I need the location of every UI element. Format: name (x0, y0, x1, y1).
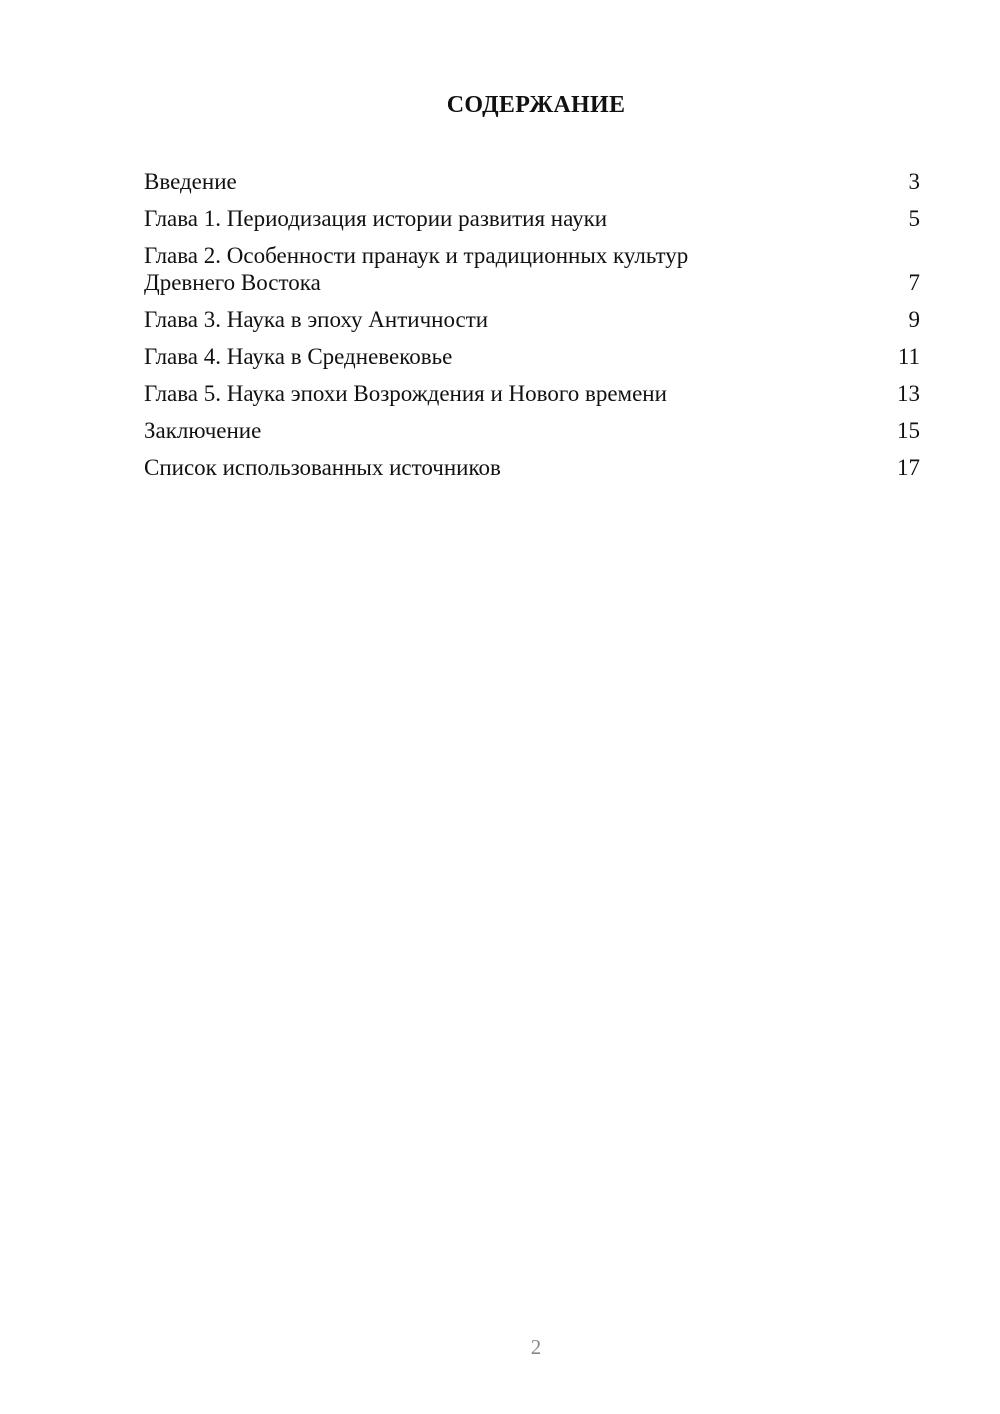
toc-entry-page: 11 (897, 344, 920, 369)
toc-entry-introduction[interactable] (144, 168, 920, 195)
toc-entry-label: Глава 3. Наука в эпоху Античности (144, 307, 489, 332)
toc-entry-chapter-1[interactable] (144, 205, 920, 232)
toc-entry-chapter-3[interactable] (144, 306, 920, 333)
toc-entry-label (144, 242, 890, 296)
page-number: 2 (530, 1335, 542, 1359)
toc-entry-label-line-1: Глава 2. Особенности пранаук и традиционных культур (144, 243, 689, 268)
toc-entry-chapter-5[interactable] (144, 380, 920, 407)
toc-entry-label-line-2: Древнего Востока (144, 270, 321, 295)
toc-entry-page: 13 (897, 381, 920, 406)
toc-entry-chapter-2[interactable] (144, 242, 920, 296)
toc-entry-page: 5 (908, 206, 920, 231)
toc-entry-label: Список использованных источников (144, 455, 501, 480)
toc-entry-page: 15 (897, 418, 920, 443)
toc-entry-label: Глава 4. Наука в Средневековье (144, 344, 453, 369)
toc-entry-references[interactable] (144, 454, 920, 481)
toc-entry-label: Заключение (144, 418, 262, 443)
toc-entry-label: Введение (144, 169, 237, 194)
toc-entry-chapter-4[interactable] (144, 343, 920, 370)
toc-entry-page: 7 (908, 270, 920, 295)
toc-entry-label: Глава 5. Наука эпохи Возрождения и Нового времени (144, 381, 667, 406)
toc-entry-page: 3 (908, 169, 920, 194)
toc-entry-page: 17 (897, 455, 920, 480)
page-title: СОДЕРЖАНИЕ (446, 92, 626, 118)
toc-entry-conclusion[interactable] (144, 417, 920, 444)
table-of-contents (144, 168, 920, 491)
toc-entry-label: Глава 1. Периодизация истории развития науки (144, 206, 608, 231)
toc-entry-page: 9 (908, 307, 920, 332)
